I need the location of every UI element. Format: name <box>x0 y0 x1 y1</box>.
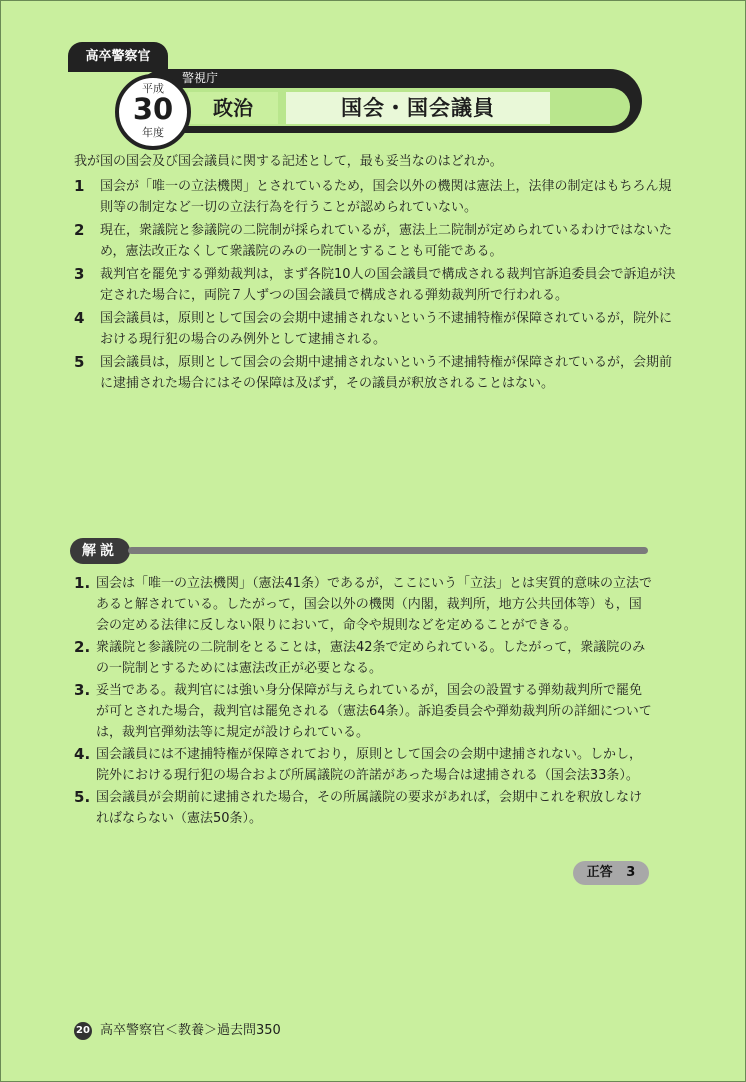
explanation-item-4 <box>74 744 654 786</box>
explanation-divider <box>128 547 648 554</box>
choice-text: 裁判官を罷免する弾劾裁判は，まず各院10人の国会議員で構成される裁判官訴追委員会で訴追が決定された場合に，両院７人ずつの国会議員で構成される弾劾裁判所で行われる。 <box>100 267 676 303</box>
choice-number: 5 <box>74 353 85 371</box>
choice-text: 国会議員は，原則として国会の会期中逮捕されないという不逮捕特権が保障されているが，会期前に逮捕された場合にはその保障は及ばず，その議員が釈放されることはない。 <box>100 355 673 391</box>
choice-number: 1 <box>74 177 85 195</box>
explanation-number: 4. <box>74 745 91 763</box>
choice-number: 3 <box>74 265 85 283</box>
correct-answer-badge <box>573 861 649 885</box>
explanation-number: 5. <box>74 788 91 806</box>
explanation-item-1 <box>74 573 654 636</box>
book-title: 高卒警察官＜教養＞過去問350 <box>100 1023 281 1038</box>
topic-title: 国会・国会議員 <box>286 92 550 124</box>
subject-label: 政治 <box>188 92 278 124</box>
choice-text: 現在，衆議院と参議院の二院制が採られているが，憲法上二院制が定められているわけではないため，憲法改正なくして衆議院のみの一院制とすることも可能である。 <box>100 223 673 259</box>
page-number: 20 <box>74 1022 92 1040</box>
choice-4 <box>74 308 684 350</box>
choice-3 <box>74 264 684 306</box>
explanation-text: 妥当である。裁判官には強い身分保障が与えられているが，国会の設置する弾劾裁判所で罷免が可とされた場合，裁判官は罷免される（憲法64条）。訴追委員会や弾劾裁判所の詳細については，裁判官弾劾法等に規定が設けられている。 <box>96 683 652 740</box>
choice-2 <box>74 220 684 262</box>
series-tab: 高卒警察官 <box>68 42 168 72</box>
choice-number: 4 <box>74 309 85 327</box>
explanation-text: 衆議院と参議院の二院制をとることは，憲法42条で定められている。したがって，衆議院のみの一院制とするためには憲法改正が必要となる。 <box>96 640 646 676</box>
explanation-list <box>74 573 654 830</box>
year-number: 30 <box>132 92 174 126</box>
year-badge <box>115 74 191 150</box>
question-stem: 我が国の国会及び国会議員に関する記述として，最も妥当なのはどれか。 <box>74 154 503 169</box>
explanation-number: 3. <box>74 681 91 699</box>
explanation-item-2 <box>74 637 654 679</box>
choice-1 <box>74 176 684 218</box>
explanation-number: 1. <box>74 574 91 592</box>
year-era: 平成 <box>142 82 164 95</box>
choice-5 <box>74 352 684 394</box>
explanation-number: 2. <box>74 638 91 656</box>
explanation-item-5 <box>74 787 654 829</box>
year-suffix: 年度 <box>142 126 164 139</box>
explanation-text: 国会は「唯一の立法機関」（憲法41条）であるが，ここにいう「立法」とは実質的意味の立法であると解されている。したがって，国会以外の機関（内閣，裁判所，地方公共団体等）も，国会の定める法律に反しない限りにおいて，命令や規則などを定めることができる。 <box>96 576 653 633</box>
answer-value: 3 <box>626 865 636 880</box>
answer-choices <box>74 176 684 396</box>
explanation-text: 国会議員には不逮捕特権が保障されており，原則として国会の会期中逮捕されない。しかし，院外における現行犯の場合および所属議院の許諾があった場合は逮捕される（国会法33条）。 <box>96 747 643 783</box>
choice-text: 国会議員は，原則として国会の会期中逮捕されないという不逮捕特権が保障されているが，院外における現行犯の場合のみ例外として逮捕される。 <box>100 311 673 347</box>
choice-number: 2 <box>74 221 85 239</box>
answer-label: 正答 <box>586 865 613 880</box>
agency-label: 警視庁 <box>182 71 219 85</box>
explanation-item-3 <box>74 680 654 743</box>
explanation-text: 国会議員が会期前に逮捕された場合，その所属議院の要求があれば，会期中これを釈放しなければならない（憲法50条）。 <box>96 790 643 826</box>
choice-text: 国会が「唯一の立法機関」とされているため，国会以外の機関は憲法上，法律の制定はもちろん規則等の制定など一切の立法行為を行うことが認められていない。 <box>100 179 672 215</box>
explanation-badge: 解説 <box>70 538 130 564</box>
